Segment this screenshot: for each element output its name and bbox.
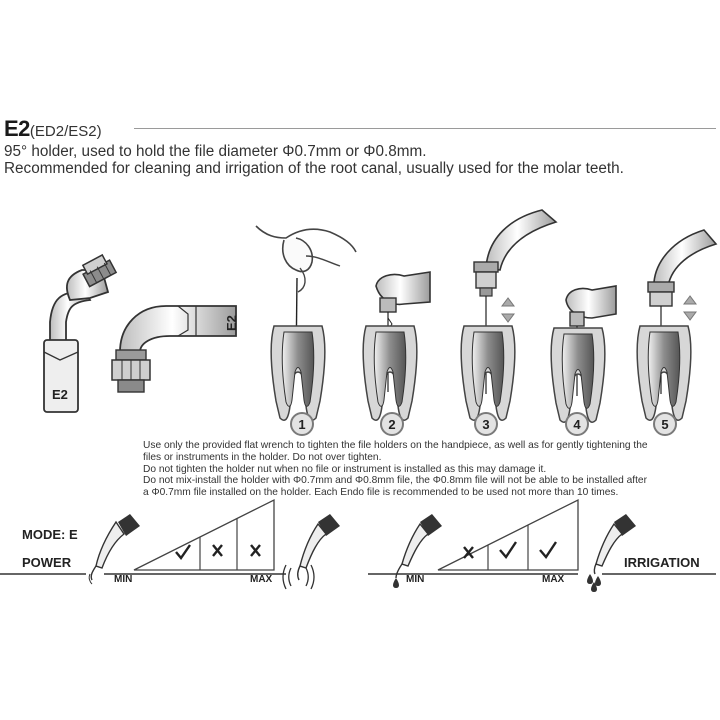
- model-variants: (ED2/ES2): [29, 123, 102, 140]
- holder-side-view: [112, 306, 239, 392]
- irrigation-label: IRRIGATION: [624, 555, 700, 570]
- holder-front-label: E2: [52, 387, 68, 402]
- cross-icon: [251, 545, 260, 556]
- power-panel: [0, 500, 340, 589]
- power-label: POWER: [22, 555, 72, 570]
- power-max-label: MAX: [250, 574, 273, 585]
- arrow-up-down-icon: [502, 298, 514, 322]
- usage-notes: [143, 440, 713, 499]
- irrigation-panel: [368, 500, 716, 592]
- power-min-label: MIN: [114, 574, 133, 585]
- description-line-1: 95° holder, used to hold the file diameter Φ0.7mm or Φ0.8mm.: [4, 143, 427, 160]
- step-5-illustration: [637, 230, 716, 420]
- holder-side-label: E2: [224, 315, 239, 331]
- irrigation-tip-min-icon: [396, 514, 442, 578]
- step-badge-2: [381, 413, 403, 435]
- check-icon: [540, 542, 556, 557]
- step-3-illustration: [461, 210, 556, 420]
- svg-text:3: 3: [482, 417, 490, 432]
- mode-label: MODE: E: [22, 527, 78, 542]
- irrigation-min-label: MIN: [406, 574, 425, 585]
- model-code: E2: [4, 116, 30, 141]
- svg-text:1: 1: [298, 417, 306, 432]
- title-divider: [134, 128, 716, 129]
- usage-note: files or instruments in the holder. Do not over tighten.: [143, 451, 382, 463]
- power-tip-max-icon: [298, 514, 340, 580]
- step-badge-5: [654, 413, 676, 435]
- check-icon: [500, 542, 516, 557]
- page-title: [4, 116, 102, 142]
- description-line-2: Recommended for cleaning and irrigation of the root canal, usually used for the molar teeth.: [4, 160, 624, 177]
- holder-front-view: [44, 253, 116, 412]
- step-badge-1: [291, 413, 313, 435]
- step-badge-4: [566, 413, 588, 435]
- check-icon: [176, 545, 190, 558]
- step-2-illustration: [363, 272, 430, 420]
- usage-note: Do not tighten the holder nut when no file or instrument is installed as this may damage it.: [143, 463, 547, 475]
- step-badge-3: [475, 413, 497, 435]
- water-drop-icon: [587, 574, 601, 592]
- usage-note: Use only the provided flat wrench to tighten the file holders on the handpiece, as well as for gently tightening the: [143, 440, 648, 451]
- usage-note: a Φ0.7mm file installed on the holder. Each Endo file is recommended to be used not more than 10 times.: [143, 487, 619, 499]
- usage-note: Do not mix-install the holder with Φ0.7mm and Φ0.8mm file, the Φ0.8mm file will not be able to be installed after: [143, 475, 647, 487]
- svg-text:5: 5: [661, 417, 669, 432]
- svg-text:2: 2: [388, 417, 396, 432]
- svg-text:4: 4: [573, 417, 581, 432]
- step-4-illustration: [551, 286, 616, 422]
- cross-icon: [213, 545, 222, 556]
- arrow-up-down-icon: [684, 296, 696, 320]
- irrigation-max-label: MAX: [542, 574, 565, 585]
- step-1-illustration: [256, 226, 356, 420]
- water-drop-icon: [393, 578, 399, 588]
